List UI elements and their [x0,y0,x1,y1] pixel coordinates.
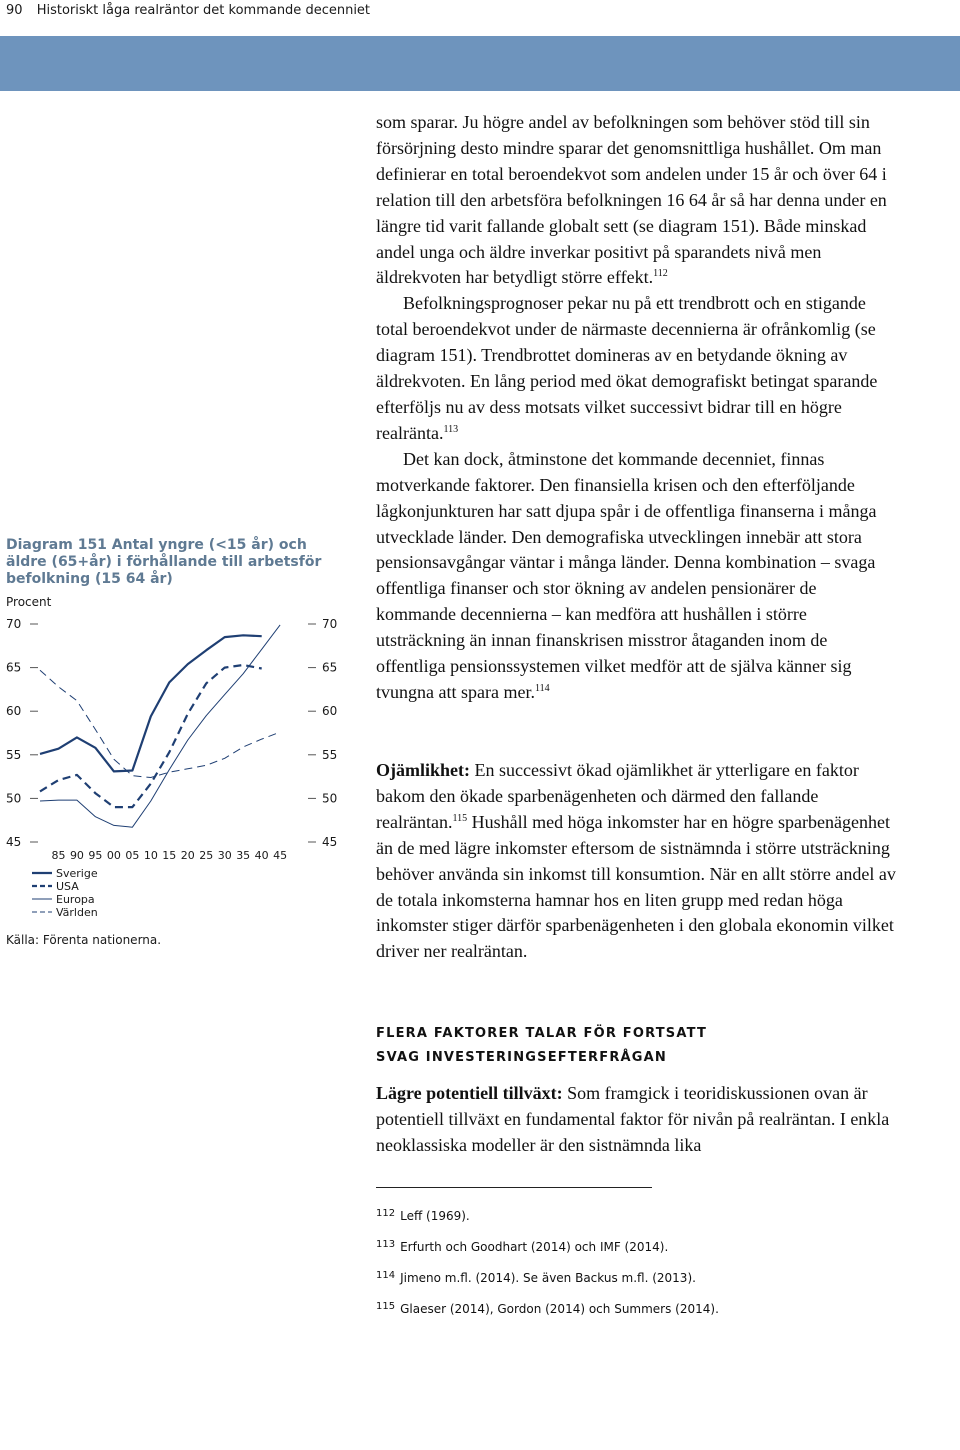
y-tick-label-right-55: 55 [322,747,338,762]
paragraph-growth: Lägre potentiell tillväxt: Som framgick i teoridiskussionen ovan är potentiell tillväxt en fundamental faktor för nivån på realräntan. I enkla neoklassiska modeller är den sistnämnda lika [376,1083,890,1155]
y-tick-label-right-50: 50 [322,791,338,806]
x-tick-label-30: 30 [217,849,232,862]
footnote-113: $^{113}$ Erfurth och Goodhart (2014) och IMF (2014). [376,1239,669,1254]
body-column-top [376,110,896,706]
y-tick-label-left-70: 70 [6,617,22,631]
footnote-115: $^{115}$ Glaeser (2014), Gordon (2014) och Summers (2014). [376,1301,719,1316]
footnote-ref-112[interactable]: 112 [653,268,668,280]
growth-lead: Lägre potentiell tillväxt: [376,1083,563,1103]
paragraph-inequality: Ojämlikhet: En successivt ökad ojämlikhet är ytterligare en faktor bakom den ökade sparbenägenheten och därmed den fallande realräntan.$^{115}$ Hushåll med höga inkomster har en högre sparbenägenhet än de med lägre inkomster eftersom de sistnämnda i större utsträckning behöver använda sin inkomst till konsumtion. När en allt större andel av de totala inkomsterna hamnar hos en liten grupp med redan höga inkomster stiger därför sparbenägenheten i den globala ekonomin vilket driver ner realräntan. [376,760,896,962]
y-tick-label-left-45: 45 [6,835,22,849]
section-heading-line-2: SVAG INVESTERINGSEFTERFRÅGAN [376,1050,668,1065]
footnote-114: $^{114}$ Jimeno m.fl. (2014). Se även Backus m.fl. (2013). [376,1270,696,1285]
legend-label-europa: Europa [56,893,95,906]
paragraph-demography-1: som sparar. Ju högre andel av befolkningen som behöver stöd till sin försörjning desto mindre sparar det genomsnittliga hushållet. Om man definierar en total beroendekvot som andelen under 15 år och över 64 i relation till den arbetsföra befolkningen 16 64 år så har denna under en längre tid varit fallande globalt sett (se diagram 151). Både minskad andel unga och äldre inverkar positivt på sparandets nivå men äldrekvoten har betydligt större effekt.$^{112}$ [376,112,887,288]
x-tick-label-10: 10 [143,849,158,862]
dependency-ratio-chart [0,610,350,930]
y-tick-label-left-65: 65 [6,660,22,675]
chart-lines [40,625,280,827]
y-tick-label-right-65: 65 [322,660,338,675]
paragraph-demography-2: Befolkningsprognoser pekar nu på ett trendbrott och en stigande total beroendekvot under de närmaste decennierna är ofrånkomlig (se diagram 151). Trendbrottet domineras av en betydande ökning av äldrekvoten. En lång period med ökat demografiskt betingat sparande efterföljs nu av dess motsats vilket successivt bidrar till en högre realränta.$^{113}$ [376,293,878,443]
footnote-ref-115[interactable]: 115 [452,812,468,824]
running-title: Historiskt låga realräntor det kommande decenniet [36,3,371,18]
x-tick-label-00: 00 [106,849,121,862]
section-heading-line-1: FLERA FAKTORER TALAR FÖR FORTSATT [376,1026,708,1041]
x-tick-label-45: 45 [273,849,288,862]
y-tick-label-left-50: 50 [6,791,22,806]
x-tick-label-40: 40 [254,849,269,862]
x-tick-label-15: 15 [162,849,177,862]
footnote-112: $^{112}$ Leff (1969). [376,1208,470,1223]
legend-label-sverige: Sverige [56,867,98,880]
x-tick-label-90: 90 [69,849,84,862]
chart-axes [6,617,337,862]
body-column-growth [376,1081,896,1159]
y-tick-label-right-60: 60 [322,704,338,719]
y-tick-label-right-45: 45 [322,835,338,849]
inequality-lead: Ojämlikhet: [376,760,470,780]
header-band [0,36,960,91]
series-line-världen [40,670,280,777]
figure-caption: Diagram 151 Antal yngre (<15 år) och äldre (65+år) i förhållande till arbetsför befolkning (15 64 år) [6,537,322,587]
x-tick-label-05: 05 [125,849,140,862]
series-line-europa [40,625,280,827]
footnote-rule [376,1187,652,1188]
legend-label-usa: USA [56,880,79,893]
series-line-usa [40,665,262,807]
chart-legend [32,867,98,919]
x-tick-label-85: 85 [51,849,66,862]
page-number: 90 [6,3,23,18]
footnote-ref-113[interactable]: 113 [443,423,459,435]
y-tick-label-left-55: 55 [6,747,22,762]
x-tick-label-20: 20 [180,849,195,862]
paragraph-demography-3: Det kan dock, åtminstone det kommande decenniet, finnas motverkande faktorer. Den finansiella krisen och den efterföljande lågkonjunkturen har satt djupa spår i de offentliga finanserna i många utvecklade länder. Den demografiska utvecklingen innebär att stora pensionsavgångar väntar i många länder. Denna kombination – svaga offentliga finanser och stor ökning av andelen pensionärer de kommande decennierna – kan medföra att hushållen i större utsträckning än innan finanskrisen misstror åtaganden inom de offentliga pensionssystemen vilket medför att de själva känner sig tvungna att spara mer.$^{114}$ [376,448,877,702]
x-tick-label-95: 95 [88,849,103,862]
footnote-ref-114[interactable]: 114 [534,682,550,694]
x-tick-label-25: 25 [199,849,214,862]
legend-label-världen: Världen [56,906,98,919]
x-tick-label-35: 35 [236,849,251,862]
series-line-sverige [40,635,262,771]
body-column-inequality [376,758,896,965]
running-header [6,0,370,22]
figure-unit: Procent [6,595,52,609]
figure-source: Källa: Förenta nationerna. [6,933,162,947]
y-tick-label-right-70: 70 [322,617,338,631]
section-heading [376,1022,707,1070]
y-tick-label-left-60: 60 [6,704,22,719]
